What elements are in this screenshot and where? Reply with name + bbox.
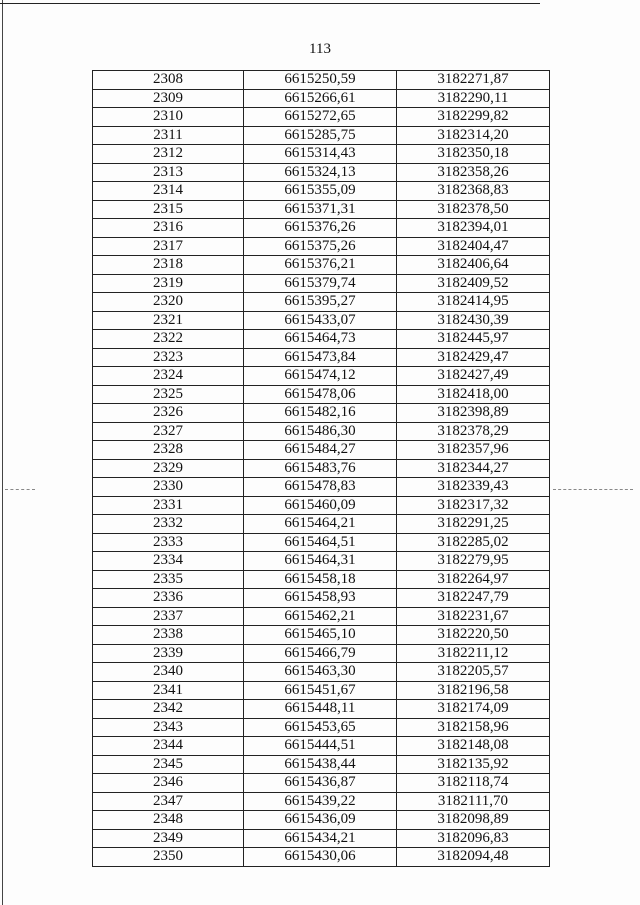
table-row bbox=[93, 71, 550, 90]
y-coordinate-cell: 3182430,39 bbox=[397, 311, 550, 330]
x-coordinate-cell: 6615478,06 bbox=[244, 385, 397, 404]
y-coordinate-cell: 3182098,89 bbox=[397, 811, 550, 830]
x-coordinate-cell: 6615433,07 bbox=[244, 311, 397, 330]
x-coordinate-cell: 6615266,61 bbox=[244, 89, 397, 108]
x-coordinate-cell: 6615486,30 bbox=[244, 422, 397, 441]
y-coordinate-cell: 3182398,89 bbox=[397, 404, 550, 423]
point-number-cell: 2319 bbox=[93, 274, 244, 293]
table-row bbox=[93, 533, 550, 552]
point-number-cell: 2336 bbox=[93, 589, 244, 608]
table-row bbox=[93, 515, 550, 534]
scan-artifact-right bbox=[553, 489, 633, 490]
x-coordinate-cell: 6615483,76 bbox=[244, 459, 397, 478]
table-row bbox=[93, 552, 550, 571]
table-row bbox=[93, 848, 550, 867]
table-row bbox=[93, 774, 550, 793]
y-coordinate-cell: 3182290,11 bbox=[397, 89, 550, 108]
point-number-cell: 2334 bbox=[93, 552, 244, 571]
x-coordinate-cell: 6615484,27 bbox=[244, 441, 397, 460]
y-coordinate-cell: 3182271,87 bbox=[397, 71, 550, 90]
table-row bbox=[93, 256, 550, 275]
page-left-edge bbox=[2, 0, 3, 905]
x-coordinate-cell: 6615430,06 bbox=[244, 848, 397, 867]
x-coordinate-cell: 6615438,44 bbox=[244, 755, 397, 774]
x-coordinate-cell: 6615466,79 bbox=[244, 644, 397, 663]
x-coordinate-cell: 6615444,51 bbox=[244, 737, 397, 756]
y-coordinate-cell: 3182404,47 bbox=[397, 237, 550, 256]
table-row bbox=[93, 644, 550, 663]
table-row bbox=[93, 182, 550, 201]
table-row bbox=[93, 200, 550, 219]
y-coordinate-cell: 3182429,47 bbox=[397, 348, 550, 367]
point-number-cell: 2326 bbox=[93, 404, 244, 423]
y-coordinate-cell: 3182111,70 bbox=[397, 792, 550, 811]
table-row bbox=[93, 496, 550, 515]
table-row bbox=[93, 367, 550, 386]
y-coordinate-cell: 3182409,52 bbox=[397, 274, 550, 293]
y-coordinate-cell: 3182445,97 bbox=[397, 330, 550, 349]
table-row bbox=[93, 385, 550, 404]
y-coordinate-cell: 3182394,01 bbox=[397, 219, 550, 238]
point-number-cell: 2331 bbox=[93, 496, 244, 515]
point-number-cell: 2325 bbox=[93, 385, 244, 404]
x-coordinate-cell: 6615376,26 bbox=[244, 219, 397, 238]
x-coordinate-cell: 6615355,09 bbox=[244, 182, 397, 201]
table-row bbox=[93, 237, 550, 256]
point-number-cell: 2328 bbox=[93, 441, 244, 460]
point-number-cell: 2349 bbox=[93, 829, 244, 848]
y-coordinate-cell: 3182418,00 bbox=[397, 385, 550, 404]
point-number-cell: 2311 bbox=[93, 126, 244, 145]
point-number-cell: 2324 bbox=[93, 367, 244, 386]
point-number-cell: 2339 bbox=[93, 644, 244, 663]
table-row bbox=[93, 293, 550, 312]
point-number-cell: 2342 bbox=[93, 700, 244, 719]
y-coordinate-cell: 3182414,95 bbox=[397, 293, 550, 312]
y-coordinate-cell: 3182299,82 bbox=[397, 108, 550, 127]
y-coordinate-cell: 3182094,48 bbox=[397, 848, 550, 867]
y-coordinate-cell: 3182148,08 bbox=[397, 737, 550, 756]
x-coordinate-cell: 6615464,51 bbox=[244, 533, 397, 552]
x-coordinate-cell: 6615458,93 bbox=[244, 589, 397, 608]
point-number-cell: 2343 bbox=[93, 718, 244, 737]
point-number-cell: 2321 bbox=[93, 311, 244, 330]
table-row bbox=[93, 348, 550, 367]
table-row bbox=[93, 330, 550, 349]
table-row bbox=[93, 626, 550, 645]
table-row bbox=[93, 718, 550, 737]
y-coordinate-cell: 3182264,97 bbox=[397, 570, 550, 589]
x-coordinate-cell: 6615453,65 bbox=[244, 718, 397, 737]
y-coordinate-cell: 3182344,27 bbox=[397, 459, 550, 478]
point-number-cell: 2327 bbox=[93, 422, 244, 441]
point-number-cell: 2313 bbox=[93, 163, 244, 182]
table-row bbox=[93, 607, 550, 626]
point-number-cell: 2341 bbox=[93, 681, 244, 700]
x-coordinate-cell: 6615376,21 bbox=[244, 256, 397, 275]
table-row bbox=[93, 792, 550, 811]
table-row bbox=[93, 145, 550, 164]
x-coordinate-cell: 6615434,21 bbox=[244, 829, 397, 848]
point-number-cell: 2322 bbox=[93, 330, 244, 349]
y-coordinate-cell: 3182247,79 bbox=[397, 589, 550, 608]
x-coordinate-cell: 6615460,09 bbox=[244, 496, 397, 515]
y-coordinate-cell: 3182358,26 bbox=[397, 163, 550, 182]
table-row bbox=[93, 163, 550, 182]
y-coordinate-cell: 3182357,96 bbox=[397, 441, 550, 460]
point-number-cell: 2344 bbox=[93, 737, 244, 756]
y-coordinate-cell: 3182406,64 bbox=[397, 256, 550, 275]
x-coordinate-cell: 6615458,18 bbox=[244, 570, 397, 589]
point-number-cell: 2346 bbox=[93, 774, 244, 793]
y-coordinate-cell: 3182220,50 bbox=[397, 626, 550, 645]
table-row bbox=[93, 570, 550, 589]
point-number-cell: 2314 bbox=[93, 182, 244, 201]
table-row bbox=[93, 811, 550, 830]
y-coordinate-cell: 3182427,49 bbox=[397, 367, 550, 386]
point-number-cell: 2312 bbox=[93, 145, 244, 164]
point-number-cell: 2310 bbox=[93, 108, 244, 127]
point-number-cell: 2350 bbox=[93, 848, 244, 867]
y-coordinate-cell: 3182317,32 bbox=[397, 496, 550, 515]
point-number-cell: 2338 bbox=[93, 626, 244, 645]
y-coordinate-cell: 3182096,83 bbox=[397, 829, 550, 848]
table-row bbox=[93, 459, 550, 478]
x-coordinate-cell: 6615464,21 bbox=[244, 515, 397, 534]
point-number-cell: 2309 bbox=[93, 89, 244, 108]
y-coordinate-cell: 3182378,29 bbox=[397, 422, 550, 441]
table-row bbox=[93, 108, 550, 127]
table-row bbox=[93, 441, 550, 460]
table-row bbox=[93, 589, 550, 608]
table-row bbox=[93, 422, 550, 441]
point-number-cell: 2315 bbox=[93, 200, 244, 219]
x-coordinate-cell: 6615379,74 bbox=[244, 274, 397, 293]
point-number-cell: 2335 bbox=[93, 570, 244, 589]
point-number-cell: 2348 bbox=[93, 811, 244, 830]
x-coordinate-cell: 6615465,10 bbox=[244, 626, 397, 645]
y-coordinate-cell: 3182339,43 bbox=[397, 478, 550, 497]
y-coordinate-cell: 3182279,95 bbox=[397, 552, 550, 571]
y-coordinate-cell: 3182291,25 bbox=[397, 515, 550, 534]
table-row bbox=[93, 311, 550, 330]
x-coordinate-cell: 6615448,11 bbox=[244, 700, 397, 719]
scan-artifact-left bbox=[5, 489, 35, 490]
x-coordinate-cell: 6615395,27 bbox=[244, 293, 397, 312]
point-number-cell: 2329 bbox=[93, 459, 244, 478]
table-row bbox=[93, 478, 550, 497]
point-number-cell: 2318 bbox=[93, 256, 244, 275]
x-coordinate-cell: 6615285,75 bbox=[244, 126, 397, 145]
x-coordinate-cell: 6615464,73 bbox=[244, 330, 397, 349]
table-row bbox=[93, 663, 550, 682]
page-top-rule bbox=[0, 3, 540, 4]
point-number-cell: 2332 bbox=[93, 515, 244, 534]
point-number-cell: 2337 bbox=[93, 607, 244, 626]
table-row bbox=[93, 829, 550, 848]
point-number-cell: 2345 bbox=[93, 755, 244, 774]
x-coordinate-cell: 6615375,26 bbox=[244, 237, 397, 256]
x-coordinate-cell: 6615451,67 bbox=[244, 681, 397, 700]
x-coordinate-cell: 6615439,22 bbox=[244, 792, 397, 811]
point-number-cell: 2333 bbox=[93, 533, 244, 552]
point-number-cell: 2347 bbox=[93, 792, 244, 811]
x-coordinate-cell: 6615371,31 bbox=[244, 200, 397, 219]
table-row bbox=[93, 755, 550, 774]
point-number-cell: 2320 bbox=[93, 293, 244, 312]
x-coordinate-cell: 6615463,30 bbox=[244, 663, 397, 682]
y-coordinate-cell: 3182368,83 bbox=[397, 182, 550, 201]
x-coordinate-cell: 6615272,65 bbox=[244, 108, 397, 127]
coordinates-table bbox=[92, 70, 550, 867]
x-coordinate-cell: 6615474,12 bbox=[244, 367, 397, 386]
point-number-cell: 2340 bbox=[93, 663, 244, 682]
table-row bbox=[93, 274, 550, 293]
y-coordinate-cell: 3182211,12 bbox=[397, 644, 550, 663]
x-coordinate-cell: 6615436,09 bbox=[244, 811, 397, 830]
y-coordinate-cell: 3182158,96 bbox=[397, 718, 550, 737]
y-coordinate-cell: 3182314,20 bbox=[397, 126, 550, 145]
point-number-cell: 2317 bbox=[93, 237, 244, 256]
x-coordinate-cell: 6615314,43 bbox=[244, 145, 397, 164]
coordinates-table-body bbox=[93, 71, 550, 867]
point-number-cell: 2308 bbox=[93, 71, 244, 90]
y-coordinate-cell: 3182118,74 bbox=[397, 774, 550, 793]
x-coordinate-cell: 6615478,83 bbox=[244, 478, 397, 497]
x-coordinate-cell: 6615250,59 bbox=[244, 71, 397, 90]
table-row bbox=[93, 737, 550, 756]
x-coordinate-cell: 6615464,31 bbox=[244, 552, 397, 571]
point-number-cell: 2323 bbox=[93, 348, 244, 367]
table-row bbox=[93, 681, 550, 700]
y-coordinate-cell: 3182135,92 bbox=[397, 755, 550, 774]
y-coordinate-cell: 3182285,02 bbox=[397, 533, 550, 552]
table-row bbox=[93, 219, 550, 238]
point-number-cell: 2330 bbox=[93, 478, 244, 497]
y-coordinate-cell: 3182378,50 bbox=[397, 200, 550, 219]
x-coordinate-cell: 6615482,16 bbox=[244, 404, 397, 423]
x-coordinate-cell: 6615462,21 bbox=[244, 607, 397, 626]
y-coordinate-cell: 3182174,09 bbox=[397, 700, 550, 719]
page-number: 113 bbox=[309, 41, 331, 57]
x-coordinate-cell: 6615473,84 bbox=[244, 348, 397, 367]
table-row bbox=[93, 700, 550, 719]
x-coordinate-cell: 6615324,13 bbox=[244, 163, 397, 182]
y-coordinate-cell: 3182231,67 bbox=[397, 607, 550, 626]
table-row bbox=[93, 404, 550, 423]
y-coordinate-cell: 3182205,57 bbox=[397, 663, 550, 682]
y-coordinate-cell: 3182196,58 bbox=[397, 681, 550, 700]
point-number-cell: 2316 bbox=[93, 219, 244, 238]
table-row bbox=[93, 126, 550, 145]
x-coordinate-cell: 6615436,87 bbox=[244, 774, 397, 793]
y-coordinate-cell: 3182350,18 bbox=[397, 145, 550, 164]
table-row bbox=[93, 89, 550, 108]
